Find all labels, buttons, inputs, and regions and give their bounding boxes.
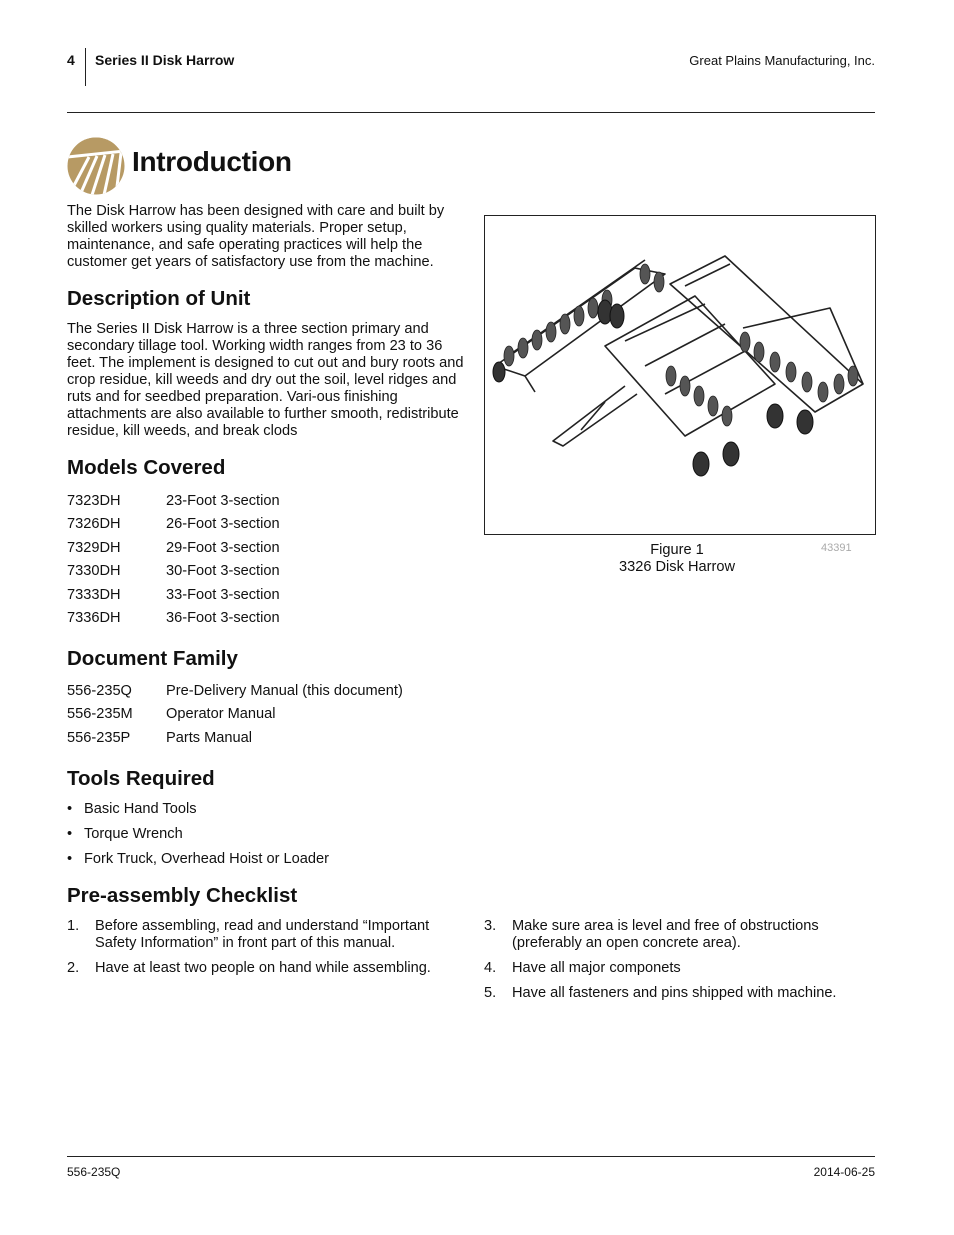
disk-harrow-illustration (485, 216, 875, 534)
table-row (67, 683, 467, 706)
footer-date: 2014-06-25 (813, 1165, 875, 1179)
page-number: 4 (67, 52, 75, 68)
company-logo-icon (67, 137, 125, 195)
figure-frame (484, 215, 876, 535)
model-code: 7336DH (67, 609, 121, 626)
checklist-right-column (484, 918, 876, 1010)
table-row (67, 493, 467, 516)
models-heading: Models Covered (67, 456, 226, 479)
intro-paragraph: The Disk Harrow has been designed with care and built by skilled workers using quality materials. Proper setup, maintenance, and safe operating practices will help the customer get years of satisfactory use from the machine. (67, 203, 445, 270)
item-text: Have all fasteners and pins shipped with machine. (512, 985, 837, 1001)
table-row (67, 516, 467, 539)
model-code: 7330DH (67, 563, 121, 580)
item-number: 4. (484, 960, 497, 976)
item-number: 5. (484, 985, 497, 1001)
list-item (67, 918, 459, 952)
list-item (67, 801, 467, 826)
tool-label: Torque Wrench (84, 826, 183, 842)
footer-rule (67, 1156, 875, 1157)
doc-code: 556-235M (67, 706, 133, 723)
list-item (67, 851, 467, 876)
item-number: 1. (67, 918, 80, 934)
doc-code: 556-235P (67, 729, 131, 746)
bullet: • (67, 851, 73, 867)
model-code: 7333DH (67, 586, 121, 603)
item-number: 2. (67, 960, 80, 976)
item-text: Have at least two people on hand while assembling. (95, 960, 431, 976)
list-item (67, 826, 467, 851)
description-heading: Description of Unit (67, 287, 251, 310)
table-row (67, 706, 467, 729)
item-text: Before assembling, read and understand “Important Safety Information” in front part of this manual. (95, 918, 430, 951)
footer-doc-number: 556-235Q (67, 1165, 121, 1179)
model-code: 7326DH (67, 516, 121, 533)
family-table (67, 683, 467, 753)
table-row (67, 730, 467, 753)
page-title: Introduction (132, 146, 292, 177)
tools-list (67, 801, 467, 876)
doc-desc: Pre-Delivery Manual (this document) (166, 683, 403, 699)
tool-label: Basic Hand Tools (84, 801, 197, 817)
table-row (67, 563, 467, 586)
model-desc: 36-Foot 3-section (166, 609, 280, 626)
header-rule (67, 112, 875, 113)
model-desc: 29-Foot 3-section (166, 539, 280, 556)
model-code: 7323DH (67, 493, 121, 509)
figure-label: Figure 1 (650, 542, 704, 558)
model-desc: 23-Foot 3-section (166, 493, 280, 509)
figure-id: 43391 (821, 542, 852, 554)
checklist-heading: Pre-assembly Checklist (67, 884, 298, 907)
list-item (484, 918, 876, 952)
model-code: 7329DH (67, 539, 121, 556)
table-row (67, 587, 467, 610)
models-table (67, 493, 467, 633)
table-row (67, 610, 467, 633)
description-paragraph: The Series II Disk Harrow is a three section primary and secondary tillage tool. Working width ranges from 23 to 36 feet. The implement is designed to cut out and bury roots and crop residue, kill weeds and dry out the soil, level ridges and ruts and for seedbed preparation. Vari-ous finishing attachments are also available to further smooth, redistribute residue, kill weeds, and break clods (67, 321, 464, 439)
table-row (67, 540, 467, 563)
figure-caption (484, 542, 870, 576)
model-desc: 26-Foot 3-section (166, 516, 280, 533)
tool-label: Fork Truck, Overhead Hoist or Loader (84, 851, 329, 867)
item-text: Make sure area is level and free of obstructions (preferably an open concrete area). (512, 918, 819, 951)
doc-desc: Parts Manual (166, 729, 252, 746)
family-heading: Document Family (67, 647, 238, 670)
header-divider (85, 48, 86, 86)
bullet: • (67, 826, 73, 842)
list-item (484, 960, 876, 977)
checklist-left-column (67, 918, 459, 985)
doc-desc: Operator Manual (166, 706, 276, 723)
item-text: Have all major componets (512, 960, 681, 976)
bullet: • (67, 801, 73, 817)
tools-heading: Tools Required (67, 767, 215, 790)
model-desc: 30-Foot 3-section (166, 563, 280, 580)
header-company: Great Plains Manufacturing, Inc. (689, 53, 875, 68)
header-title: Series II Disk Harrow (95, 52, 235, 68)
figure-title: 3326 Disk Harrow (619, 559, 735, 575)
list-item (67, 960, 459, 977)
model-desc: 33-Foot 3-section (166, 586, 280, 603)
item-number: 3. (484, 918, 497, 934)
doc-code: 556-235Q (67, 683, 132, 699)
list-item (484, 985, 876, 1002)
